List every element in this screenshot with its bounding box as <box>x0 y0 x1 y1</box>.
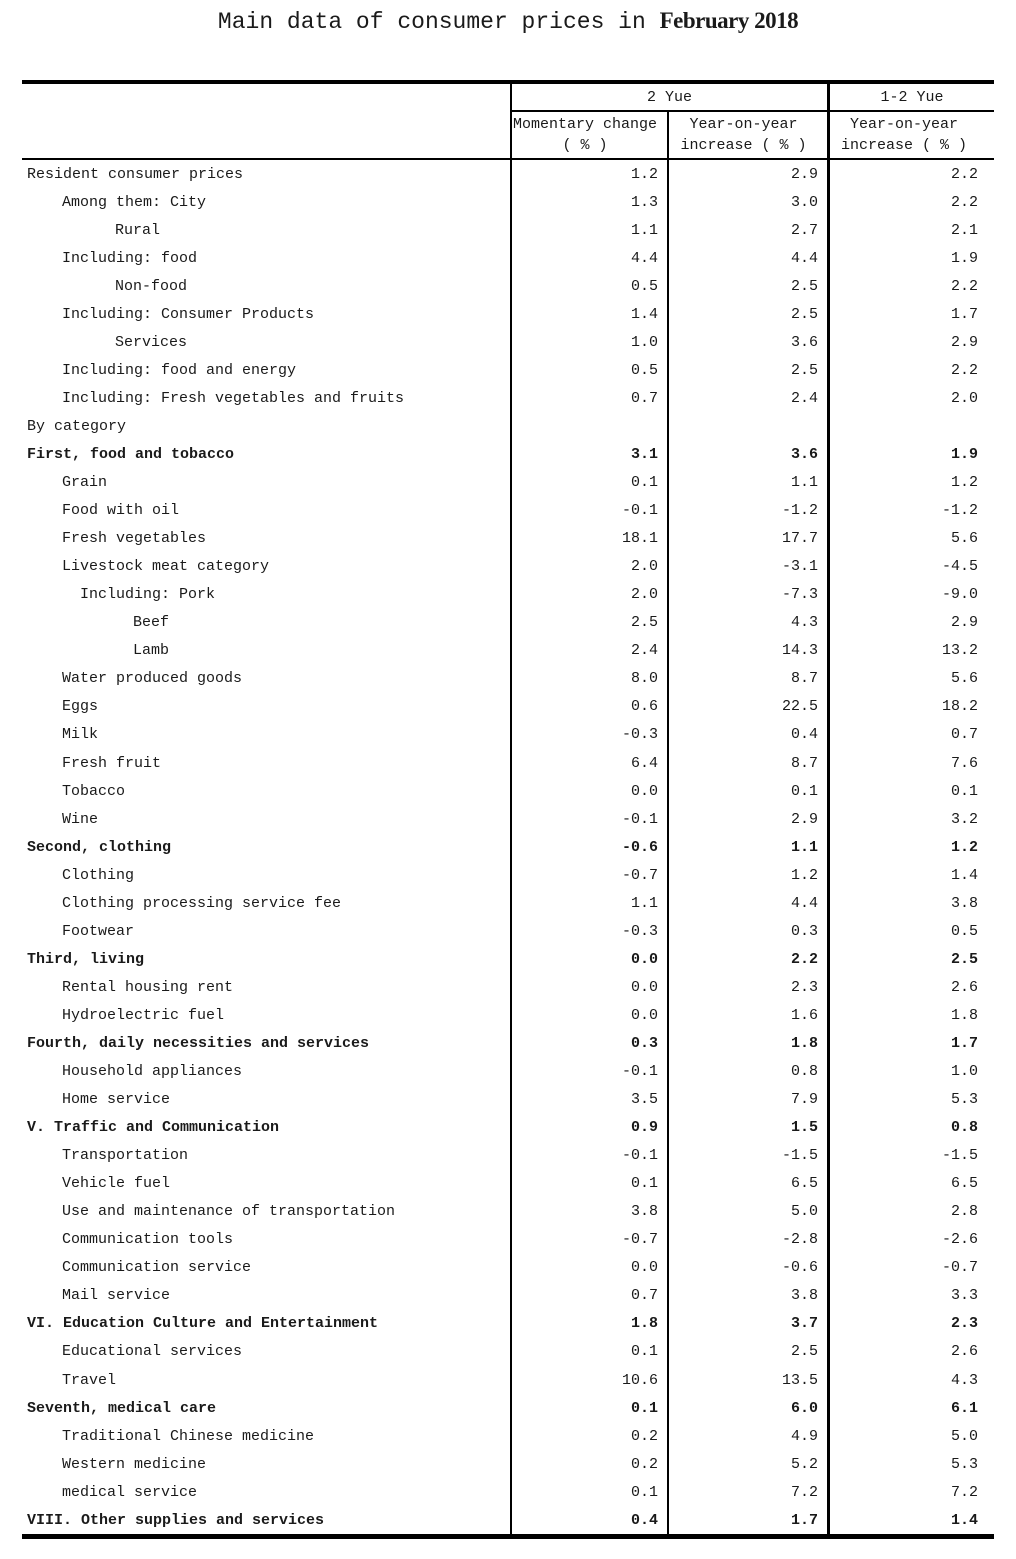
value-cell: 0.4 <box>510 1506 667 1534</box>
value-cell: 2.4 <box>510 637 667 665</box>
row-label: Home service <box>62 1091 171 1109</box>
header-sub-row <box>22 112 994 158</box>
value-cell: 5.0 <box>667 1198 827 1226</box>
value-cell: 2.5 <box>667 1338 827 1366</box>
row-label: Fresh fruit <box>62 754 162 772</box>
value-cell: 6.5 <box>827 1170 994 1198</box>
value-cell: 0.1 <box>510 1338 667 1366</box>
value-cell: 3.5 <box>510 1086 667 1114</box>
value-cell <box>510 412 667 440</box>
value-cell: 10.6 <box>510 1366 667 1394</box>
value-cell: 0.1 <box>510 1170 667 1198</box>
table-row <box>22 1282 994 1310</box>
table-row <box>22 412 994 440</box>
table-row <box>22 1001 994 1029</box>
value-cell: 5.0 <box>827 1422 994 1450</box>
table-row <box>22 525 994 553</box>
table-row <box>22 1478 994 1506</box>
value-cell: 0.6 <box>510 693 667 721</box>
value-cell: -1.5 <box>667 1142 827 1170</box>
value-cell: 0.8 <box>827 1114 994 1142</box>
value-cell: -9.0 <box>827 581 994 609</box>
table-row <box>22 945 994 973</box>
row-label: Rental housing rent <box>62 978 234 996</box>
row-label: Among them: City <box>62 193 207 211</box>
column-header-line1: Year-on-year <box>689 116 798 133</box>
row-label: medical service <box>62 1483 198 1501</box>
row-label: First, food and tobacco <box>27 445 235 463</box>
value-cell: 3.6 <box>667 328 827 356</box>
table-row <box>22 637 994 665</box>
row-label: Vehicle fuel <box>62 1175 171 1193</box>
table-row <box>22 1198 994 1226</box>
value-cell: 2.1 <box>827 216 994 244</box>
value-cell: 7.2 <box>827 1478 994 1506</box>
value-cell: 0.0 <box>510 1001 667 1029</box>
value-cell: -7.3 <box>667 581 827 609</box>
value-cell: 0.4 <box>667 721 827 749</box>
table-row <box>22 805 994 833</box>
table-row <box>22 497 994 525</box>
value-cell: 0.7 <box>510 1282 667 1310</box>
value-cell: 4.4 <box>667 889 827 917</box>
value-cell: 2.0 <box>827 384 994 412</box>
row-label: VI. Education Culture and Entertainment <box>27 1315 379 1333</box>
row-label: Including: Consumer Products <box>62 305 315 323</box>
value-cell: 0.3 <box>667 917 827 945</box>
column-header-ytd-yoy-increase <box>827 112 994 158</box>
value-cell: 0.0 <box>510 973 667 1001</box>
table-row <box>22 1114 994 1142</box>
value-cell: 1.9 <box>827 244 994 272</box>
row-label: Transportation <box>62 1147 189 1165</box>
value-cell: 3.7 <box>667 1310 827 1338</box>
value-cell: 17.7 <box>667 525 827 553</box>
value-cell: -1.5 <box>827 1142 994 1170</box>
value-cell: 1.5 <box>667 1114 827 1142</box>
row-label: Hydroelectric fuel <box>62 1006 225 1024</box>
value-cell: 1.9 <box>827 440 994 468</box>
header-corner-cell <box>22 84 510 112</box>
value-cell: 1.1 <box>667 833 827 861</box>
value-cell: 2.0 <box>510 581 667 609</box>
row-label: Livestock meat category <box>62 558 270 576</box>
value-cell: 6.4 <box>510 749 667 777</box>
value-cell: 2.5 <box>667 356 827 384</box>
table-row <box>22 581 994 609</box>
value-cell: 2.3 <box>667 973 827 1001</box>
value-cell: 2.9 <box>667 805 827 833</box>
table-row <box>22 1226 994 1254</box>
value-cell: 3.6 <box>667 440 827 468</box>
column-header-line2: ( % ) <box>562 137 608 154</box>
value-cell: -0.6 <box>510 833 667 861</box>
value-cell: 1.2 <box>827 469 994 497</box>
value-cell: 8.7 <box>667 665 827 693</box>
row-label: Educational services <box>62 1343 243 1361</box>
value-cell: 2.5 <box>510 609 667 637</box>
column-group-1-2yue: 1-2 Yue <box>827 84 994 112</box>
column-header-line1: Momentary change <box>512 116 658 133</box>
value-cell <box>827 412 994 440</box>
table-row <box>22 188 994 216</box>
row-label: By category <box>27 417 127 435</box>
value-cell: 6.0 <box>667 1394 827 1422</box>
value-cell: 0.2 <box>510 1422 667 1450</box>
row-label: Footwear <box>62 922 135 940</box>
value-cell: 1.3 <box>510 188 667 216</box>
value-cell: 13.5 <box>667 1366 827 1394</box>
table-row <box>22 1029 994 1057</box>
header-group-row <box>22 84 994 112</box>
row-label: Non-food <box>115 277 188 295</box>
value-cell: 1.7 <box>827 1029 994 1057</box>
column-group-2yue: 2 Yue <box>510 84 827 112</box>
value-cell <box>667 412 827 440</box>
row-label: Wine <box>62 810 99 828</box>
row-label: Western medicine <box>62 1455 207 1473</box>
page-title-emphasis: February 2018 <box>659 8 799 33</box>
value-cell: 2.4 <box>667 384 827 412</box>
value-cell: 1.0 <box>510 328 667 356</box>
row-label: Including: Fresh vegetables and fruits <box>62 389 405 407</box>
value-cell: 5.6 <box>827 665 994 693</box>
value-cell: -0.1 <box>510 497 667 525</box>
value-cell: -1.2 <box>667 497 827 525</box>
row-label: Including: food <box>62 249 198 267</box>
value-cell: 3.2 <box>827 805 994 833</box>
row-label: Rural <box>115 221 161 239</box>
row-label: Second, clothing <box>27 838 172 856</box>
value-cell: 8.0 <box>510 665 667 693</box>
value-cell: 0.1 <box>510 469 667 497</box>
table-row <box>22 244 994 272</box>
value-cell: 1.4 <box>827 1506 994 1534</box>
value-cell: 0.8 <box>667 1058 827 1086</box>
row-label: Clothing processing service fee <box>62 894 342 912</box>
value-cell: 1.4 <box>827 861 994 889</box>
value-cell: 18.2 <box>827 693 994 721</box>
value-cell: -0.1 <box>510 1142 667 1170</box>
value-cell: 2.2 <box>667 945 827 973</box>
table-row <box>22 973 994 1001</box>
value-cell: 4.3 <box>667 609 827 637</box>
value-cell: 0.5 <box>510 356 667 384</box>
table-row <box>22 1338 994 1366</box>
value-cell: 7.6 <box>827 749 994 777</box>
value-cell: 1.8 <box>667 1029 827 1057</box>
table-row <box>22 721 994 749</box>
table-row <box>22 665 994 693</box>
table-row <box>22 328 994 356</box>
value-cell: 0.1 <box>510 1394 667 1422</box>
row-label: Seventh, medical care <box>27 1399 217 1417</box>
value-cell: 6.1 <box>827 1394 994 1422</box>
table-row <box>22 1254 994 1282</box>
column-header-line1: Year-on-year <box>849 116 959 133</box>
value-cell: 7.2 <box>667 1478 827 1506</box>
value-cell: 2.7 <box>667 216 827 244</box>
table-row <box>22 1394 994 1422</box>
value-cell: -3.1 <box>667 553 827 581</box>
value-cell: 0.1 <box>667 777 827 805</box>
value-cell: 3.0 <box>667 188 827 216</box>
value-cell: 4.3 <box>827 1366 994 1394</box>
table-row <box>22 1086 994 1114</box>
row-label: Eggs <box>62 698 99 716</box>
value-cell: 1.0 <box>827 1058 994 1086</box>
row-label: Clothing <box>62 866 135 884</box>
value-cell: 2.5 <box>827 945 994 973</box>
value-cell: 2.2 <box>827 272 994 300</box>
row-label: Beef <box>133 614 170 632</box>
value-cell: 2.6 <box>827 1338 994 1366</box>
table-row <box>22 889 994 917</box>
column-header-yoy-increase <box>667 112 827 158</box>
value-cell: 5.3 <box>827 1450 994 1478</box>
table-row <box>22 1142 994 1170</box>
value-cell: 1.7 <box>827 300 994 328</box>
table-row <box>22 917 994 945</box>
value-cell: 2.2 <box>827 356 994 384</box>
value-cell: -0.1 <box>510 805 667 833</box>
column-header-line2: increase ( % ) <box>680 137 807 154</box>
row-label: Use and maintenance of transportation <box>62 1203 396 1221</box>
value-cell: 2.9 <box>827 328 994 356</box>
value-cell: 0.7 <box>510 384 667 412</box>
row-label: Milk <box>62 726 99 744</box>
row-label: V. Traffic and Communication <box>27 1119 280 1137</box>
value-cell: 5.3 <box>827 1086 994 1114</box>
row-label: Including: food and energy <box>62 361 297 379</box>
value-cell: 1.1 <box>510 889 667 917</box>
row-label: Third, living <box>27 950 145 968</box>
table-row <box>22 609 994 637</box>
table-row <box>22 272 994 300</box>
value-cell: 0.0 <box>510 777 667 805</box>
value-cell: 0.9 <box>510 1114 667 1142</box>
row-label: Communication tools <box>62 1231 234 1249</box>
value-cell: 18.1 <box>510 525 667 553</box>
consumer-prices-table <box>22 80 994 1539</box>
value-cell: 1.7 <box>667 1506 827 1534</box>
value-cell: 0.0 <box>510 1254 667 1282</box>
table-body <box>22 160 994 1534</box>
table-row <box>22 440 994 468</box>
table-header <box>22 84 994 160</box>
value-cell: -4.5 <box>827 553 994 581</box>
column-header-momentary-change <box>510 112 667 158</box>
row-label: Travel <box>62 1371 117 1389</box>
value-cell: -0.1 <box>510 1058 667 1086</box>
table-row <box>22 1422 994 1450</box>
value-cell: -0.7 <box>827 1254 994 1282</box>
value-cell: -1.2 <box>827 497 994 525</box>
value-cell: -0.6 <box>667 1254 827 1282</box>
value-cell: 3.1 <box>510 440 667 468</box>
value-cell: -0.7 <box>510 861 667 889</box>
row-label: Household appliances <box>62 1063 243 1081</box>
value-cell: 0.5 <box>827 917 994 945</box>
value-cell: 3.3 <box>827 1282 994 1310</box>
row-label: Food with oil <box>62 502 180 520</box>
table-row <box>22 1058 994 1086</box>
value-cell: 2.2 <box>827 160 994 188</box>
table-row <box>22 749 994 777</box>
table-row <box>22 216 994 244</box>
table-row <box>22 833 994 861</box>
row-label: Including: Pork <box>80 586 216 604</box>
value-cell: 3.8 <box>667 1282 827 1310</box>
value-cell: 4.4 <box>667 244 827 272</box>
row-label: Lamb <box>133 642 170 660</box>
value-cell: 1.1 <box>667 469 827 497</box>
row-label: Communication service <box>62 1259 252 1277</box>
row-label: Resident consumer prices <box>27 165 244 183</box>
value-cell: 2.9 <box>827 609 994 637</box>
row-label: Grain <box>62 474 108 492</box>
value-cell: 2.3 <box>827 1310 994 1338</box>
value-cell: 4.9 <box>667 1422 827 1450</box>
value-cell: 6.5 <box>667 1170 827 1198</box>
row-label: Mail service <box>62 1287 171 1305</box>
value-cell: 3.8 <box>510 1198 667 1226</box>
value-cell: 1.6 <box>667 1001 827 1029</box>
value-cell: 1.2 <box>827 833 994 861</box>
page-title-prefix: Main data of consumer prices in <box>217 9 660 35</box>
value-cell: 2.9 <box>667 160 827 188</box>
value-cell: 2.2 <box>827 188 994 216</box>
value-cell: 5.6 <box>827 525 994 553</box>
row-label: Tobacco <box>62 782 126 800</box>
column-header-line2: increase ( % ) <box>840 137 968 154</box>
value-cell: 4.4 <box>510 244 667 272</box>
value-cell: 1.8 <box>827 1001 994 1029</box>
value-cell: 0.0 <box>510 945 667 973</box>
value-cell: 2.6 <box>827 973 994 1001</box>
header-corner-cell-2 <box>22 112 510 158</box>
value-cell: -2.6 <box>827 1226 994 1254</box>
table-row <box>22 160 994 188</box>
table-row <box>22 1506 994 1534</box>
value-cell: -2.8 <box>667 1226 827 1254</box>
value-cell: -0.3 <box>510 721 667 749</box>
table-row <box>22 1366 994 1394</box>
value-cell: 3.8 <box>827 889 994 917</box>
value-cell: 0.1 <box>510 1478 667 1506</box>
table-row <box>22 553 994 581</box>
value-cell: 2.5 <box>667 272 827 300</box>
table-row <box>22 777 994 805</box>
value-cell: 1.8 <box>510 1310 667 1338</box>
row-label: Services <box>115 333 188 351</box>
value-cell: 7.9 <box>667 1086 827 1114</box>
value-cell: 1.2 <box>667 861 827 889</box>
value-cell: 14.3 <box>667 637 827 665</box>
value-cell: 13.2 <box>827 637 994 665</box>
value-cell: 1.4 <box>510 300 667 328</box>
page-title <box>0 8 1016 35</box>
row-label: Fourth, daily necessities and services <box>27 1034 370 1052</box>
value-cell: 22.5 <box>667 693 827 721</box>
row-label: Water produced goods <box>62 670 243 688</box>
table-row <box>22 1170 994 1198</box>
value-cell: 0.2 <box>510 1450 667 1478</box>
value-cell: -0.7 <box>510 1226 667 1254</box>
value-cell: 0.7 <box>827 721 994 749</box>
table-row <box>22 861 994 889</box>
value-cell: 8.7 <box>667 749 827 777</box>
table-row <box>22 1310 994 1338</box>
table-row <box>22 1450 994 1478</box>
value-cell: 1.2 <box>510 160 667 188</box>
row-label: Traditional Chinese medicine <box>62 1427 315 1445</box>
value-cell: 5.2 <box>667 1450 827 1478</box>
value-cell: 2.8 <box>827 1198 994 1226</box>
table-row <box>22 693 994 721</box>
value-cell: 0.3 <box>510 1029 667 1057</box>
table-row <box>22 356 994 384</box>
value-cell: 0.1 <box>827 777 994 805</box>
value-cell: 2.5 <box>667 300 827 328</box>
value-cell: 1.1 <box>510 216 667 244</box>
row-label: VIII. Other supplies and services <box>27 1511 325 1529</box>
value-cell: 0.5 <box>510 272 667 300</box>
table-row <box>22 384 994 412</box>
value-cell: -0.3 <box>510 917 667 945</box>
table-row <box>22 469 994 497</box>
row-label: Fresh vegetables <box>62 530 207 548</box>
value-cell: 2.0 <box>510 553 667 581</box>
table-row <box>22 300 994 328</box>
